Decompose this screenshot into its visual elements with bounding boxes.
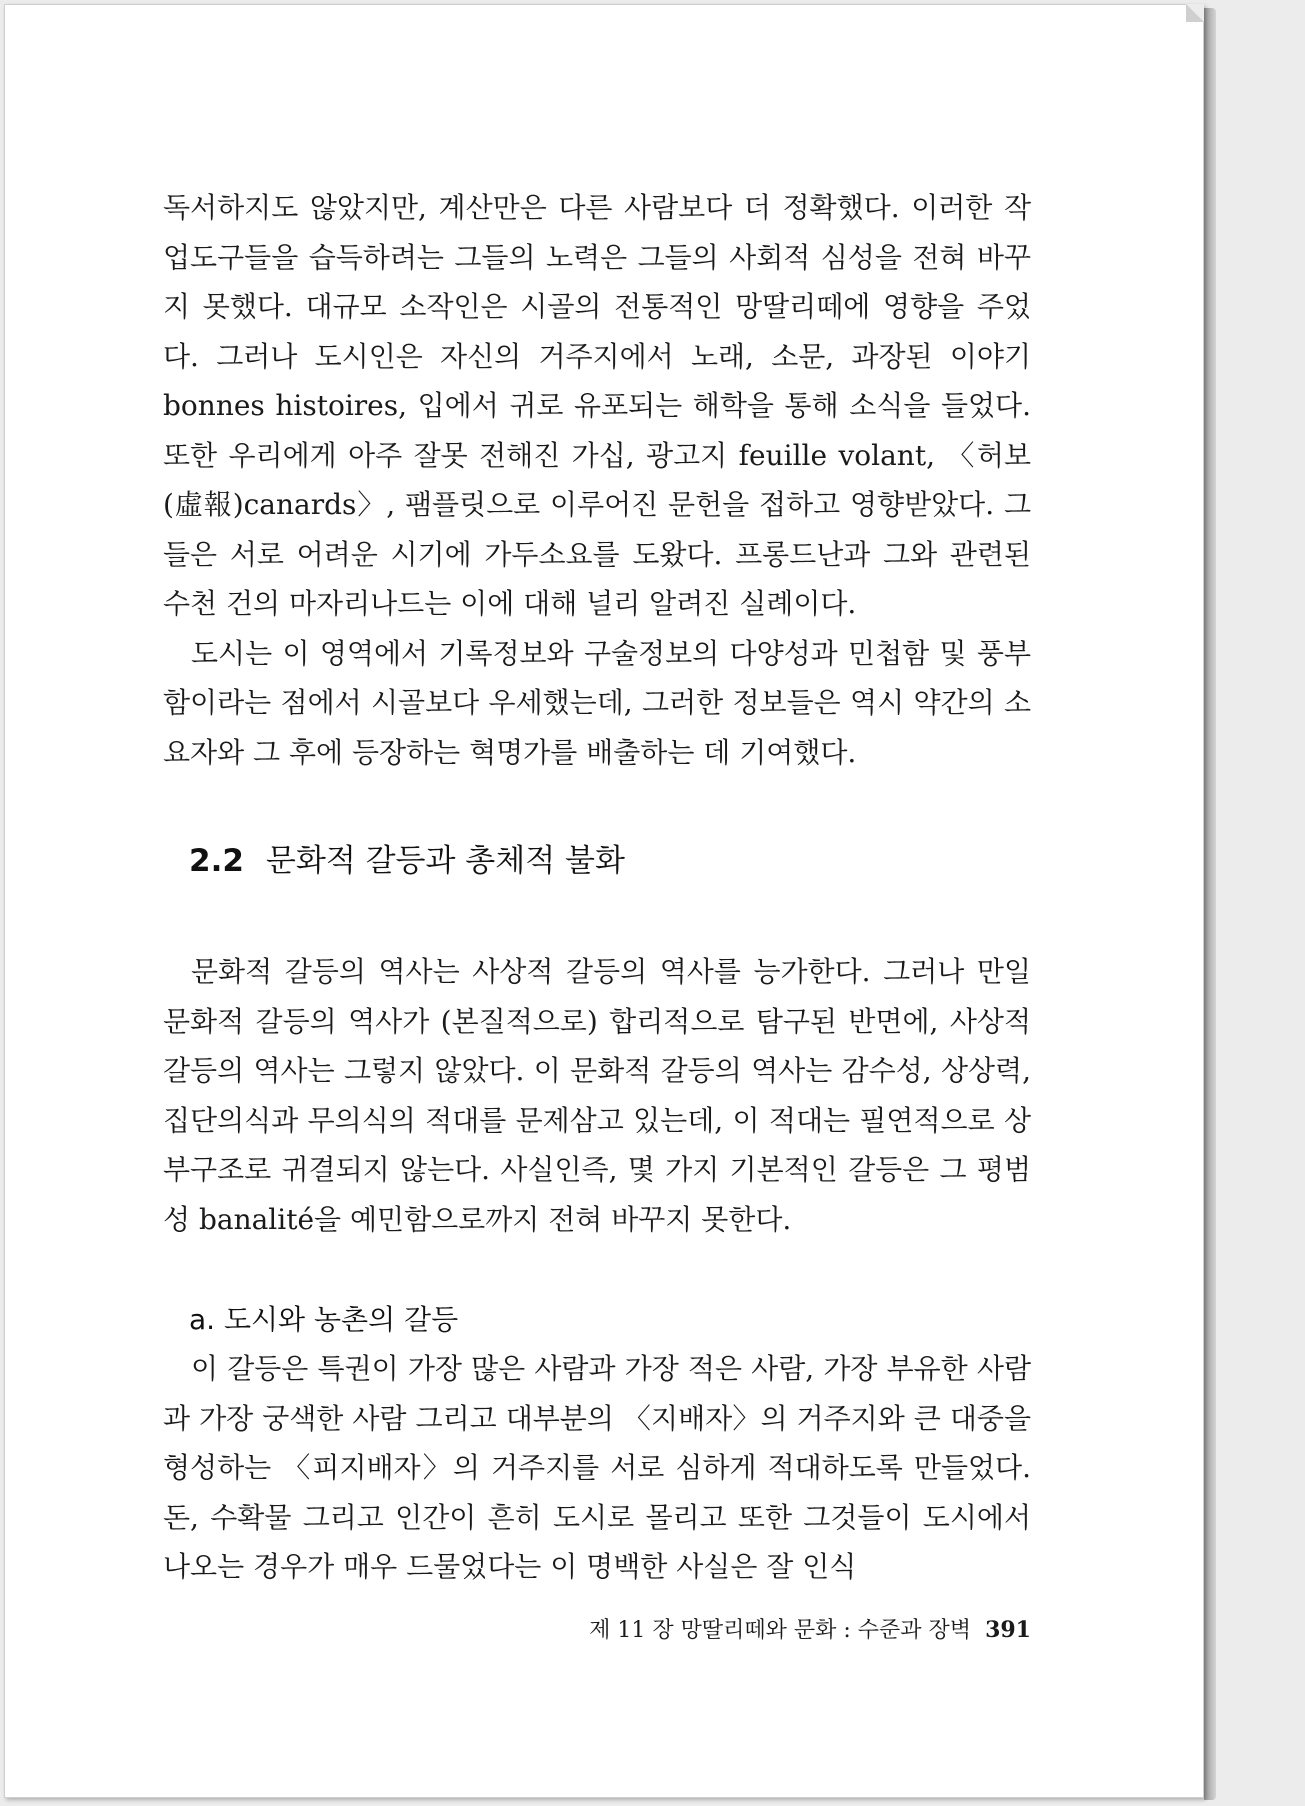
subsection-heading: a. 도시와 농촌의 갈등 <box>189 1303 459 1336</box>
section-heading <box>189 841 1031 881</box>
running-head: 제 11 장 망딸리떼와 문화 : 수준과 장벽 <box>589 1618 972 1643</box>
section-title: 문화적 갈등과 총체적 불화 <box>265 843 625 879</box>
body-paragraph-1: 독서하지도 않았지만, 계산만은 다른 사람보다 더 정확했다. 이러한 작업도구들을 습득하려는 그들의 노력은 그들의 사회적 심성을 전혀 바꾸지 못했다. 대규모 소작인은 시골의 전통적인 망딸리떼에 영향을 주었다. 그러나 도시인은 자신의 거주지에서 노래, 소문, 과장된 이야기 bonnes histoires, 입에서 귀로 유포되는 해학을 통해 소식을 들었다. 또한 우리에게 아주 잘못 전해진 가십, 광고지 feuille volant, 〈허보(虛報)canards〉, 팸플릿으로 이루어진 문헌을 접하고 영향받았다. 그들은 서로 어려운 시기에 가두소요를 도왔다. 프롱드난과 그와 관련된 수천 건의 마자리나드는 이에 대해 널리 알려진 실례이다. <box>163 191 1031 620</box>
section-paragraph: 문화적 갈등의 역사는 사상적 갈등의 역사를 능가한다. 그러나 만일 문화적 갈등의 역사가 (본질적으로) 합리적으로 탐구된 반면에, 사상적 갈등의 역사는 그렇지 않았다. 이 문화적 갈등의 역사는 감수성, 상상력, 집단의식과 무의식의 적대를 문제삼고 있는데, 이 적대는 필연적으로 상부구조로 귀결되지 않는다. 사실인즉, 몇 가지 기본적인 갈등은 그 평범성 banalité을 예민함으로까지 전혀 바꾸지 못한다. <box>163 955 1031 1236</box>
page-edge-shadow <box>1204 8 1216 1800</box>
book-page <box>4 4 1204 1798</box>
page-number: 391 <box>985 1617 1031 1643</box>
subsection-paragraph: 이 갈등은 특권이 가장 많은 사람과 가장 적은 사람, 가장 부유한 사람과 가장 궁색한 사람 그리고 대부분의 〈지배자〉의 거주지와 큰 대중을 형성하는 〈피지배자〉의 거주지를 서로 심하게 적대하도록 만들었다. 돈, 수확물 그리고 인간이 흔히 도시로 몰리고 또한 그것들이 도시에서 나오는 경우가 매우 드물었다는 이 명백한 사실은 잘 인식 <box>163 1352 1031 1583</box>
page-footer <box>163 1615 1031 1646</box>
section-number: 2.2 <box>189 843 244 879</box>
page-corner-fold <box>1186 4 1204 22</box>
body-paragraph-2: 도시는 이 영역에서 기록정보와 구술정보의 다양성과 민첩함 및 풍부함이라는 점에서 시골보다 우세했는데, 그러한 정보들은 역시 약간의 소요자와 그 후에 등장하는 혁명가를 배출하는 데 기여했다. <box>163 636 1031 769</box>
page-body <box>163 183 1031 1592</box>
